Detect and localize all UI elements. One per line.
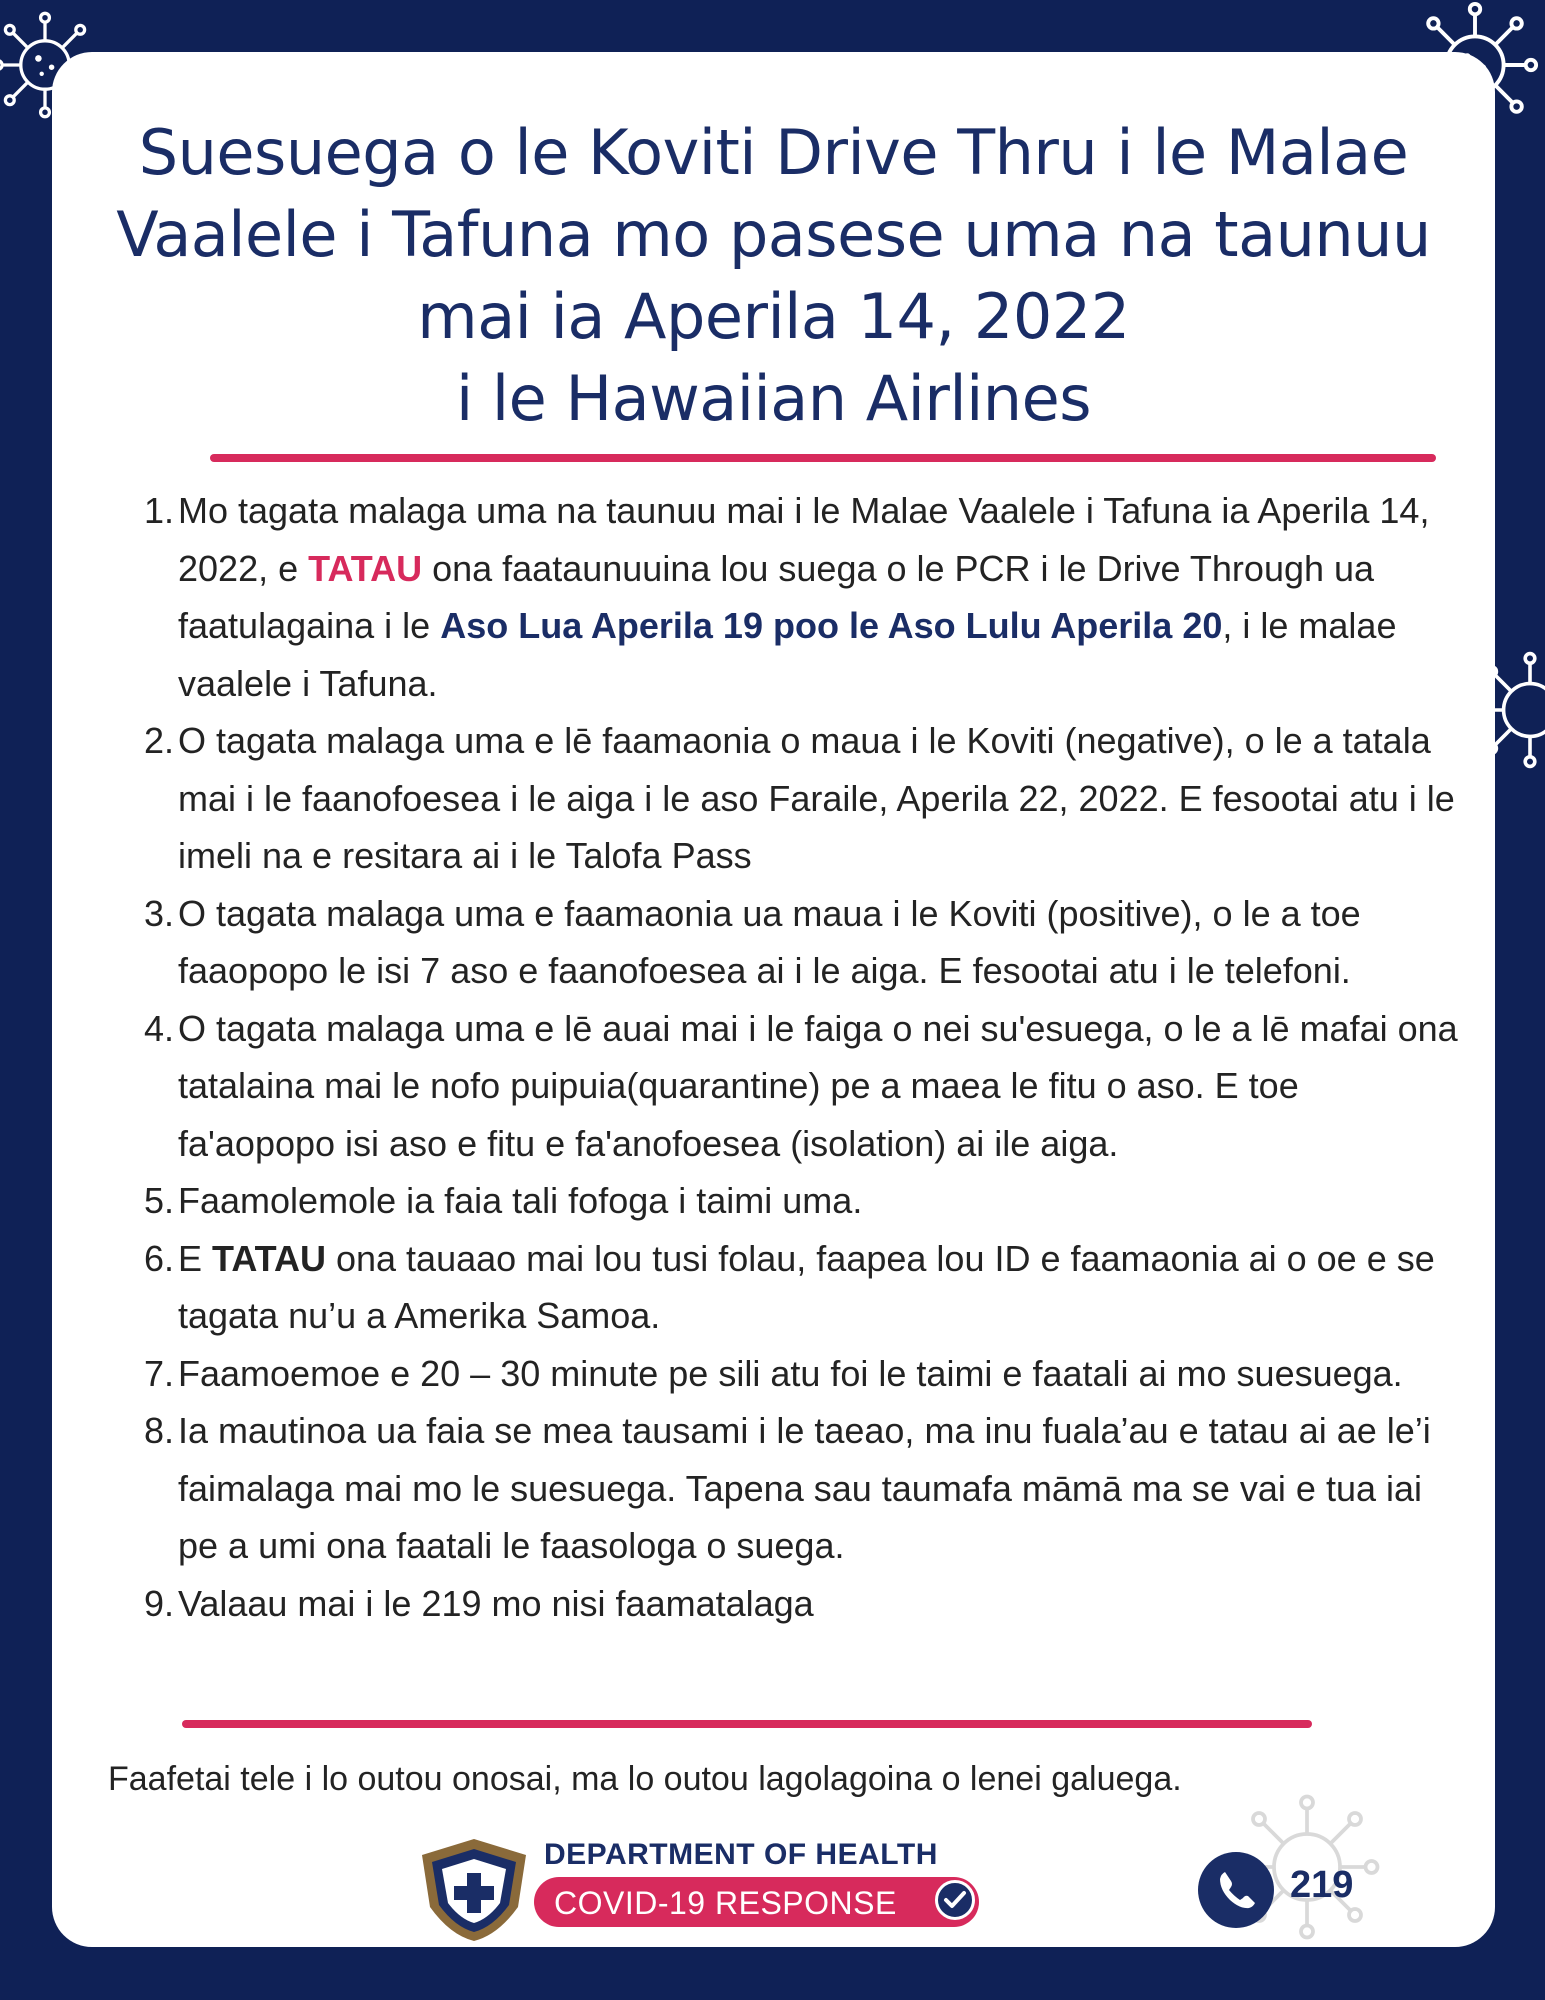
list-item bbox=[92, 1402, 1462, 1575]
emphasis-text: TATAU bbox=[212, 1237, 326, 1279]
title-line: Suesuega o le Koviti Drive Thru i le Malae bbox=[138, 116, 1409, 189]
item-text: ona tauaao mai lou tusi folau, faapea lou ID e faamaonia ai o oe e se tagata nu’u a Amerika Samoa. bbox=[178, 1237, 1435, 1336]
flyer-card bbox=[52, 52, 1495, 1947]
item-text: Faamoemoe e 20 – 30 minute pe sili atu foi le taimi e faatali ai mo suesuega. bbox=[178, 1352, 1403, 1394]
item-number: 5. bbox=[143, 1180, 174, 1221]
item-number: 2. bbox=[143, 720, 174, 761]
list-divider bbox=[182, 1720, 1312, 1728]
instructions-list bbox=[92, 482, 1462, 1632]
health-shield-logo bbox=[414, 1835, 534, 1945]
phone-number: 219 bbox=[1290, 1864, 1354, 1906]
item-text: Valaau mai i le 219 mo nisi faamatalaga bbox=[178, 1582, 814, 1624]
covid-response-badge bbox=[534, 1877, 979, 1927]
item-text: Faamolemole ia faia tali fofoga i taimi uma. bbox=[178, 1180, 863, 1221]
title-line: mai ia Aperila 14, 2022 bbox=[417, 280, 1130, 353]
title-line: i le Hawaiian Airlines bbox=[455, 362, 1092, 435]
title-line: Vaalele i Tafuna mo pasese uma na taunuu bbox=[116, 198, 1431, 271]
item-text: , i le malae vaalele i Tafuna. bbox=[178, 605, 1397, 704]
check-icon bbox=[935, 1880, 975, 1920]
thank-you-message: Faafetai tele i lo outou onosai, ma lo outou lagolagoina o lenei galuega. bbox=[108, 1760, 1182, 1798]
list-item bbox=[92, 885, 1462, 1000]
list-item bbox=[92, 1230, 1462, 1345]
item-number: 6. bbox=[143, 1237, 174, 1279]
item-number: 9. bbox=[143, 1582, 174, 1624]
date-highlight: Aso Lua Aperila 19 poo le Aso Lulu Aperila 20 bbox=[440, 605, 1223, 646]
page-title bbox=[112, 112, 1435, 440]
list-item bbox=[92, 712, 1462, 885]
item-text: Mo tagata malaga uma na taunuu mai i le Malae Vaalele i Tafuna ia Aperila 14, 2022, e bbox=[178, 490, 1430, 589]
item-number: 8. bbox=[143, 1410, 174, 1451]
emphasis-text: TATAU bbox=[308, 547, 423, 589]
item-text: O tagata malaga uma e lē faamaonia o maua i le Koviti (negative), o le a tatala mai i le faanofoesea i le aiga i le aso Faraile, Aperila 22, 2022. E fesootai atu i le imeli na e resitara ai i le Talofa Pass bbox=[178, 720, 1455, 876]
list-item bbox=[92, 1172, 1462, 1230]
covid-response-label: COVID-19 RESPONSE bbox=[554, 1885, 897, 1921]
item-text: O tagata malaga uma e faamaonia ua maua i le Koviti (positive), o le a toe faaopopo le isi 7 aso e faanofoesea ai i le aiga. E fesootai atu i le telefoni. bbox=[178, 892, 1361, 991]
department-name: DEPARTMENT OF HEALTH bbox=[544, 1838, 938, 1871]
item-text: Ia mautinoa ua faia se mea tausami i le taeao, ma inu fuala’au e tatau ai ae le’i faimalaga mai mo le suesuega. Tapena sau taumafa māmā ma se vai e tua iai pe a umi ona faatali le faasologa o suega. bbox=[178, 1410, 1431, 1566]
item-text: O tagata malaga uma e lē auai mai i le faiga o nei su'esuega, o le a lē mafai ona tatalaina mai le nofo puipuia(quarantine) pe a maea le fitu o aso. E toe fa'aopopo isi aso e fitu e fa'anofoesea (isolation) ai ile aiga. bbox=[178, 1007, 1458, 1164]
item-number: 7. bbox=[143, 1352, 174, 1394]
list-item bbox=[92, 1345, 1462, 1403]
item-number: 4. bbox=[143, 1007, 174, 1049]
phone-icon bbox=[1198, 1852, 1274, 1928]
list-item bbox=[92, 482, 1462, 712]
item-text: E bbox=[178, 1237, 213, 1279]
item-text: ona faataunuuina lou suega o le PCR i le Drive Through ua faatulagaina i le bbox=[178, 547, 1375, 646]
list-item bbox=[92, 1575, 1462, 1633]
list-item bbox=[92, 1000, 1462, 1173]
title-divider bbox=[210, 454, 1436, 462]
item-number: 1. bbox=[143, 490, 174, 531]
item-number: 3. bbox=[143, 892, 174, 934]
